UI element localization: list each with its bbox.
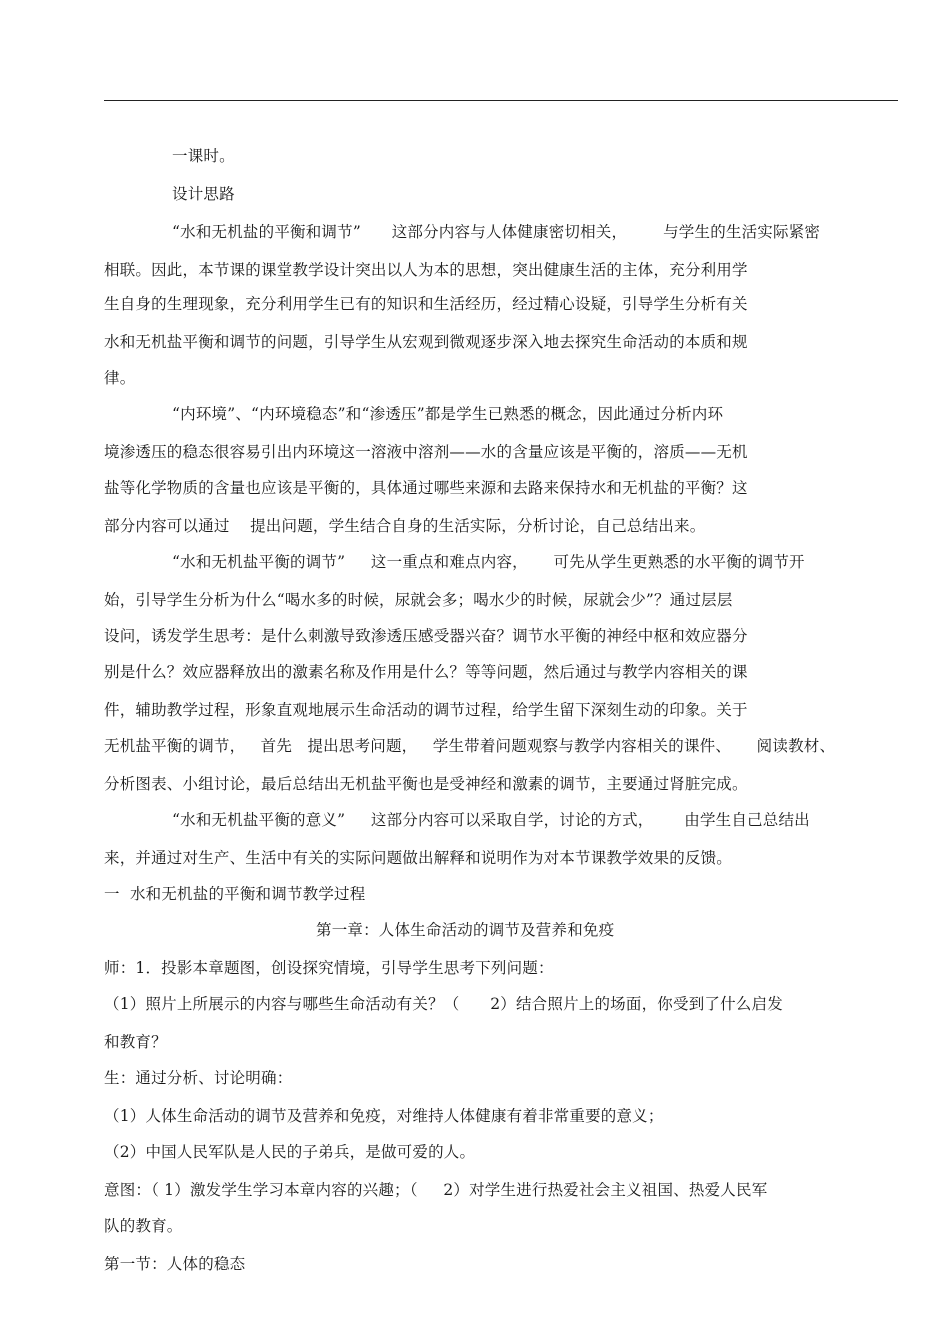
text-line: （2）中国人民军队是人民的子弟兵，是做可爱的人。 [104, 1143, 476, 1161]
text-line: 境渗透压的稳态很容易引出内环境这一溶液中溶剂——水的含量应该是平衡的，溶质——无机 [104, 443, 748, 461]
text-line: 无机盐平衡的调节， 首先 提出思考问题， 学生带着问题观察与教学内容相关的课件、 阅读教材、 [104, 737, 836, 755]
chapter-title: 第一章：人体生命活动的调节及营养和免疫 [316, 921, 615, 939]
text-line: （1）照片上所展示的内容与哪些生命活动有关？（ 2）结合照片上的场面，你受到了什么启发 [104, 995, 783, 1013]
text-line: 生自身的生理现象，充分利用学生已有的知识和生活经历，经过精心设疑，引导学生分析有关 [104, 295, 748, 313]
text-line: 师：1．投影本章题图，创设探究情境，引导学生思考下列问题： [104, 959, 554, 977]
text-line: 始，引导学生分析为什么“喝水多的时候，尿就会多；喝水少的时候，尿就会少”？通过层层 [104, 591, 733, 609]
text-line: 盐等化学物质的含量也应该是平衡的，具体通过哪些来源和去路来保持水和无机盐的平衡？这 [104, 479, 748, 497]
text-line: 意图：（ 1）激发学生学习本章内容的兴趣；（ 2）对学生进行热爱社会主义祖国、热爱人民军 [104, 1181, 768, 1199]
text-line: 来，并通过对生产、生活中有关的实际问题做出解释和说明作为对本节课教学效果的反馈。 [104, 849, 733, 867]
text-line: 律。 [104, 369, 136, 387]
text-line: “水和无机盐平衡的意义” 这部分内容可以采取自学，讨论的方式， 由学生自己总结出 [172, 811, 810, 829]
text-line: 生：通过分析、讨论明确： [104, 1069, 293, 1087]
header-rule [104, 100, 898, 101]
text-line: 部分内容可以通过 提出问题，学生结合自身的生活实际，分析讨论，自己总结出来。 [104, 517, 706, 535]
text-line: 和教育？ [104, 1033, 167, 1051]
text-line: 别是什么？效应器释放出的激素名称及作用是什么？等等问题，然后通过与教学内容相关的课 [104, 663, 748, 681]
text-line: （1）人体生命活动的调节及营养和免疫，对维持人体健康有着非常重要的意义； [104, 1107, 664, 1125]
section-heading: 一 水和无机盐的平衡和调节教学过程 [104, 885, 366, 903]
text-line: 相联。因此，本节课的课堂教学设计突出以人为本的思想，突出健康生活的主体，充分利用学 [104, 261, 748, 279]
text-line: 水和无机盐平衡和调节的问题，引导学生从宏观到微观逐步深入地去探究生命活动的本质和规 [104, 333, 748, 351]
text-line: 分析图表、小组讨论，最后总结出无机盐平衡也是受神经和激素的调节，主要通过肾脏完成。 [104, 775, 748, 793]
text-line: “水和无机盐的平衡和调节” 这部分内容与人体健康密切相关， 与学生的生活实际紧密 [172, 223, 821, 241]
text-line: “内环境”、“内环境稳态”和“渗透压”都是学生已熟悉的概念，因此通过分析内环 [172, 405, 724, 423]
text-line: 一课时。 [172, 147, 235, 165]
text-line: 队的教育。 [104, 1217, 183, 1235]
section-heading: 第一节：人体的稳态 [104, 1255, 246, 1273]
text-line: 件，辅助教学过程，形象直观地展示生命活动的调节过程，给学生留下深刻生动的印象。关于 [104, 701, 748, 719]
section-heading: 设计思路 [172, 185, 235, 203]
text-line: 设问，诱发学生思考：是什么刺激导致渗透压感受器兴奋？调节水平衡的神经中枢和效应器分 [104, 627, 748, 645]
text-line: “水和无机盐平衡的调节” 这一重点和难点内容， 可先从学生更熟悉的水平衡的调节开 [172, 553, 805, 571]
